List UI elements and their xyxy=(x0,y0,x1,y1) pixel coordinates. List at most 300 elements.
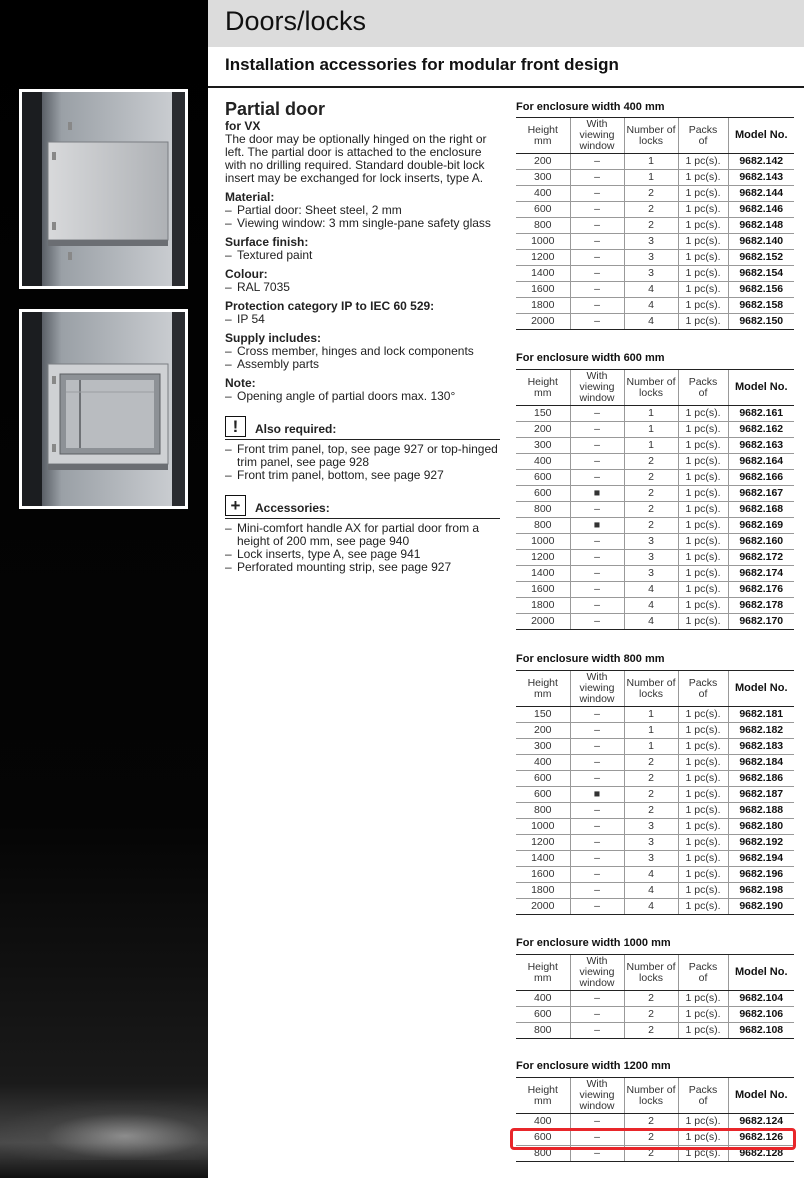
table-row xyxy=(516,282,794,298)
table-cell-height: 200 xyxy=(516,154,570,170)
product-photo-window xyxy=(19,309,188,509)
list-item: – Front trim panel, top, see page 927 or top-hinged trim panel, see page 928 xyxy=(225,443,500,469)
table-cell-window: – xyxy=(570,598,624,614)
supply-list xyxy=(225,345,500,371)
list-item: – Opening angle of partial doors max. 130° xyxy=(225,390,500,403)
table-cell-locks: 4 xyxy=(624,899,678,915)
table-cell-model: 9682.163 xyxy=(728,438,794,454)
table-row xyxy=(516,755,794,771)
table-cell-window: – xyxy=(570,234,624,250)
table-cell-window: – xyxy=(570,298,624,314)
table-cell-packs: 1 pc(s). xyxy=(678,723,728,739)
table-row xyxy=(516,566,794,582)
table-cell-locks: 1 xyxy=(624,739,678,755)
table-cell-packs: 1 pc(s). xyxy=(678,534,728,550)
table-cell-window: – xyxy=(570,422,624,438)
table-cell-window: – xyxy=(570,454,624,470)
surface-list xyxy=(225,249,500,262)
table-cell-window: – xyxy=(570,218,624,234)
table-cell-locks: 3 xyxy=(624,534,678,550)
table-cell-packs: 1 pc(s). xyxy=(678,739,728,755)
table-cell-window: – xyxy=(570,1023,624,1039)
table-cell-height: 800 xyxy=(516,1023,570,1039)
table-cell-locks: 1 xyxy=(624,154,678,170)
table-cell-packs: 1 pc(s). xyxy=(678,422,728,438)
table-row xyxy=(516,186,794,202)
list-item: – Mini-comfort handle AX for partial door from a height of 200 mm, see page 940 xyxy=(225,522,500,548)
table-cell-model: 9682.158 xyxy=(728,298,794,314)
table-cell-packs: 1 pc(s). xyxy=(678,234,728,250)
table-cell-window: – xyxy=(570,835,624,851)
table-row xyxy=(516,202,794,218)
table-cell-packs: 1 pc(s). xyxy=(678,867,728,883)
table-cell-locks: 4 xyxy=(624,282,678,298)
list-item: – Cross member, hinges and lock components xyxy=(225,345,500,358)
table-cell-locks: 2 xyxy=(624,470,678,486)
product-intro: The door may be optionally hinged on the right or left. The partial door is attached to the enclosure with no drilling required. Standard double-bit lock insert may be exchanged for lock inserts, type A. xyxy=(225,132,487,185)
table-row xyxy=(516,739,794,755)
table-title-600: For enclosure width 600 mm xyxy=(516,352,665,364)
table-cell-model: 9682.142 xyxy=(728,154,794,170)
table-cell-height: 1800 xyxy=(516,598,570,614)
colour-heading: Colour: xyxy=(225,267,268,281)
product-photo-closed xyxy=(19,89,188,289)
protection-list xyxy=(225,313,500,326)
table-cell-locks: 1 xyxy=(624,406,678,422)
table-cell-height: 200 xyxy=(516,422,570,438)
table-cell-height: 600 xyxy=(516,470,570,486)
table-cell-height: 600 xyxy=(516,771,570,787)
table-cell-packs: 1 pc(s). xyxy=(678,486,728,502)
table-cell-locks: 4 xyxy=(624,298,678,314)
table-cell-locks: 1 xyxy=(624,438,678,454)
table-cell-height: 1400 xyxy=(516,566,570,582)
table-cell-packs: 1 pc(s). xyxy=(678,755,728,771)
table-cell-locks: 4 xyxy=(624,867,678,883)
table-cell-model: 9682.167 xyxy=(728,486,794,502)
column-header-locks: Number of locks xyxy=(624,118,678,154)
table-cell-window: – xyxy=(570,470,624,486)
table-cell-packs: 1 pc(s). xyxy=(678,154,728,170)
table-cell-window: – xyxy=(570,170,624,186)
table-cell-packs: 1 pc(s). xyxy=(678,170,728,186)
table-row xyxy=(516,486,794,502)
product-for-label: for VX xyxy=(225,119,261,133)
table-cell-model: 9682.196 xyxy=(728,867,794,883)
table-cell-height: 1000 xyxy=(516,234,570,250)
table-cell-height: 1800 xyxy=(516,883,570,899)
table-cell-model: 9682.182 xyxy=(728,723,794,739)
supply-heading: Supply includes: xyxy=(225,331,322,345)
column-header-height: Height mm xyxy=(516,118,570,154)
table-cell-height: 800 xyxy=(516,1146,570,1162)
table-cell-window: – xyxy=(570,582,624,598)
column-header-locks: Number of locks xyxy=(624,955,678,991)
table-cell-model: 9682.174 xyxy=(728,566,794,582)
table-cell-window: – xyxy=(570,771,624,787)
table-cell-model: 9682.190 xyxy=(728,899,794,915)
table-row xyxy=(516,1007,794,1023)
table-cell-window: ■ xyxy=(570,486,624,502)
table-cell-height: 150 xyxy=(516,406,570,422)
table-cell-packs: 1 pc(s). xyxy=(678,899,728,915)
table-cell-packs: 1 pc(s). xyxy=(678,835,728,851)
list-item: – Textured paint xyxy=(225,249,500,262)
surface-heading: Surface finish: xyxy=(225,235,309,249)
table-cell-locks: 4 xyxy=(624,614,678,630)
table-row xyxy=(516,218,794,234)
table-cell-packs: 1 pc(s). xyxy=(678,438,728,454)
spec-table-600 xyxy=(516,369,794,630)
table-cell-window: – xyxy=(570,739,624,755)
table-row xyxy=(516,723,794,739)
list-item: – Front trim panel, bottom, see page 927 xyxy=(225,469,500,482)
table-row xyxy=(516,1023,794,1039)
material-list xyxy=(225,204,500,230)
table-cell-window: – xyxy=(570,502,624,518)
list-item: – Assembly parts xyxy=(225,358,500,371)
table-row xyxy=(516,550,794,566)
table-cell-packs: 1 pc(s). xyxy=(678,1007,728,1023)
table-cell-window: – xyxy=(570,202,624,218)
table-cell-height: 600 xyxy=(516,787,570,803)
table-cell-height: 400 xyxy=(516,991,570,1007)
table-cell-model: 9682.194 xyxy=(728,851,794,867)
table-cell-model: 9682.154 xyxy=(728,266,794,282)
table-cell-packs: 1 pc(s). xyxy=(678,787,728,803)
table-cell-locks: 2 xyxy=(624,991,678,1007)
table-row xyxy=(516,406,794,422)
table-cell-packs: 1 pc(s). xyxy=(678,266,728,282)
table-title-800: For enclosure width 800 mm xyxy=(516,653,665,665)
table-cell-model: 9682.172 xyxy=(728,550,794,566)
table-cell-model: 9682.140 xyxy=(728,234,794,250)
table-cell-window: – xyxy=(570,614,624,630)
table-cell-locks: 2 xyxy=(624,518,678,534)
table-cell-model: 9682.161 xyxy=(728,406,794,422)
table-cell-model: 9682.188 xyxy=(728,803,794,819)
table-cell-packs: 1 pc(s). xyxy=(678,454,728,470)
table-row xyxy=(516,803,794,819)
table-cell-locks: 2 xyxy=(624,202,678,218)
column-header-packs: Packs of xyxy=(678,370,728,406)
column-header-height: Height mm xyxy=(516,1078,570,1114)
table-cell-model: 9682.124 xyxy=(728,1114,794,1130)
table-cell-height: 800 xyxy=(516,518,570,534)
table-cell-packs: 1 pc(s). xyxy=(678,771,728,787)
table-row xyxy=(516,438,794,454)
table-cell-model: 9682.128 xyxy=(728,1146,794,1162)
table-row xyxy=(516,154,794,170)
table-cell-window: – xyxy=(570,1007,624,1023)
table-cell-height: 400 xyxy=(516,755,570,771)
table-cell-window: ■ xyxy=(570,787,624,803)
table-cell-packs: 1 pc(s). xyxy=(678,1114,728,1130)
table-cell-window: – xyxy=(570,803,624,819)
table-cell-window: – xyxy=(570,883,624,899)
table-cell-packs: 1 pc(s). xyxy=(678,186,728,202)
table-row xyxy=(516,787,794,803)
accessories-header xyxy=(225,494,500,519)
table-cell-locks: 2 xyxy=(624,771,678,787)
table-cell-model: 9682.168 xyxy=(728,502,794,518)
column-header-window: With viewing window xyxy=(570,1078,624,1114)
table-row xyxy=(516,707,794,723)
table-cell-locks: 2 xyxy=(624,186,678,202)
table-cell-packs: 1 pc(s). xyxy=(678,991,728,1007)
accessories-heading: Accessories: xyxy=(255,501,330,515)
note-list xyxy=(225,390,500,403)
table-row xyxy=(516,234,794,250)
table-cell-model: 9682.156 xyxy=(728,282,794,298)
table-cell-height: 800 xyxy=(516,803,570,819)
table-cell-height: 1600 xyxy=(516,282,570,298)
table-cell-locks: 3 xyxy=(624,550,678,566)
table-cell-locks: 2 xyxy=(624,218,678,234)
table-title-1000: For enclosure width 1000 mm xyxy=(516,937,671,949)
table-cell-height: 200 xyxy=(516,723,570,739)
table-cell-window: – xyxy=(570,566,624,582)
table-row xyxy=(516,422,794,438)
column-header-window: With viewing window xyxy=(570,671,624,707)
table-cell-model: 9682.162 xyxy=(728,422,794,438)
table-cell-locks: 1 xyxy=(624,707,678,723)
table-cell-height: 1000 xyxy=(516,819,570,835)
header-divider xyxy=(208,86,804,88)
table-cell-locks: 2 xyxy=(624,787,678,803)
table-cell-window: – xyxy=(570,755,624,771)
table-cell-height: 2000 xyxy=(516,314,570,330)
list-item: – Partial door: Sheet steel, 2 mm xyxy=(225,204,500,217)
table-cell-window: – xyxy=(570,851,624,867)
column-header-model: Model No. xyxy=(728,671,794,707)
table-cell-locks: 4 xyxy=(624,314,678,330)
table-row xyxy=(516,518,794,534)
table-cell-locks: 2 xyxy=(624,486,678,502)
table-cell-window: – xyxy=(570,867,624,883)
table-cell-packs: 1 pc(s). xyxy=(678,598,728,614)
list-item: – Perforated mounting strip, see page 927 xyxy=(225,561,500,574)
table-cell-packs: 1 pc(s). xyxy=(678,518,728,534)
table-cell-packs: 1 pc(s). xyxy=(678,470,728,486)
table-cell-model: 9682.143 xyxy=(728,170,794,186)
page-title: Doors/locks xyxy=(225,6,367,36)
table-cell-model: 9682.146 xyxy=(728,202,794,218)
table-cell-height: 2000 xyxy=(516,899,570,915)
table-cell-packs: 1 pc(s). xyxy=(678,282,728,298)
table-cell-model: 9682.152 xyxy=(728,250,794,266)
list-item: – Lock inserts, type A, see page 941 xyxy=(225,548,500,561)
table-cell-locks: 3 xyxy=(624,266,678,282)
table-cell-window: – xyxy=(570,1130,624,1146)
column-header-packs: Packs of xyxy=(678,1078,728,1114)
table-cell-locks: 4 xyxy=(624,598,678,614)
spec-table-1000 xyxy=(516,954,794,1039)
table-cell-height: 800 xyxy=(516,218,570,234)
table-cell-window: – xyxy=(570,314,624,330)
partial-door-illustration xyxy=(22,92,185,286)
table-cell-locks: 2 xyxy=(624,755,678,771)
table-row xyxy=(516,298,794,314)
table-row xyxy=(516,899,794,915)
table-cell-model: 9682.187 xyxy=(728,787,794,803)
product-title: Partial door xyxy=(225,99,326,119)
table-cell-model: 9682.164 xyxy=(728,454,794,470)
table-cell-height: 400 xyxy=(516,186,570,202)
table-row xyxy=(516,614,794,630)
table-cell-window: – xyxy=(570,819,624,835)
table-row xyxy=(516,314,794,330)
column-header-packs: Packs of xyxy=(678,671,728,707)
table-title-400: For enclosure width 400 mm xyxy=(516,101,665,113)
table-row xyxy=(516,851,794,867)
table-cell-model: 9682.192 xyxy=(728,835,794,851)
table-cell-locks: 2 xyxy=(624,502,678,518)
table-cell-model: 9682.169 xyxy=(728,518,794,534)
table-cell-height: 1800 xyxy=(516,298,570,314)
table-cell-height: 150 xyxy=(516,707,570,723)
table-cell-packs: 1 pc(s). xyxy=(678,582,728,598)
table-cell-locks: 4 xyxy=(624,582,678,598)
column-header-packs: Packs of xyxy=(678,955,728,991)
column-header-model: Model No. xyxy=(728,1078,794,1114)
table-cell-model: 9682.160 xyxy=(728,534,794,550)
table-cell-window: – xyxy=(570,282,624,298)
table-cell-packs: 1 pc(s). xyxy=(678,202,728,218)
table-cell-packs: 1 pc(s). xyxy=(678,614,728,630)
table-cell-window: – xyxy=(570,438,624,454)
table-row xyxy=(516,170,794,186)
table-row xyxy=(516,819,794,835)
column-header-height: Height mm xyxy=(516,955,570,991)
accessories-list xyxy=(225,522,500,574)
spec-table-800 xyxy=(516,670,794,915)
table-cell-height: 1400 xyxy=(516,851,570,867)
spec-table-400 xyxy=(516,117,794,330)
table-cell-packs: 1 pc(s). xyxy=(678,550,728,566)
table-cell-window: – xyxy=(570,550,624,566)
table-row xyxy=(516,598,794,614)
table-row xyxy=(516,991,794,1007)
column-header-window: With viewing window xyxy=(570,955,624,991)
table-row xyxy=(516,835,794,851)
table-cell-packs: 1 pc(s). xyxy=(678,851,728,867)
table-cell-locks: 2 xyxy=(624,803,678,819)
column-header-window: With viewing window xyxy=(570,118,624,154)
table-cell-window: – xyxy=(570,250,624,266)
table-cell-model: 9682.104 xyxy=(728,991,794,1007)
table-cell-locks: 3 xyxy=(624,234,678,250)
column-header-height: Height mm xyxy=(516,671,570,707)
table-row xyxy=(516,867,794,883)
table-cell-height: 600 xyxy=(516,202,570,218)
table-cell-model: 9682.176 xyxy=(728,582,794,598)
table-cell-locks: 2 xyxy=(624,1114,678,1130)
table-cell-height: 600 xyxy=(516,1130,570,1146)
table-cell-height: 1200 xyxy=(516,835,570,851)
table-cell-model: 9682.106 xyxy=(728,1007,794,1023)
table-cell-height: 1000 xyxy=(516,534,570,550)
table-row xyxy=(516,470,794,486)
table-cell-packs: 1 pc(s). xyxy=(678,298,728,314)
table-cell-window: – xyxy=(570,186,624,202)
table-cell-model: 9682.150 xyxy=(728,314,794,330)
table-cell-packs: 1 pc(s). xyxy=(678,1023,728,1039)
table-cell-height: 1400 xyxy=(516,266,570,282)
left-image-band xyxy=(0,0,208,1178)
table-cell-window: – xyxy=(570,266,624,282)
table-cell-locks: 2 xyxy=(624,1007,678,1023)
table-row xyxy=(516,502,794,518)
table-cell-window: – xyxy=(570,899,624,915)
also-required-list xyxy=(225,443,500,482)
material-heading: Material: xyxy=(225,190,275,204)
table-cell-window: – xyxy=(570,707,624,723)
table-cell-window: – xyxy=(570,1114,624,1130)
table-row xyxy=(516,454,794,470)
table-row xyxy=(516,771,794,787)
table-row xyxy=(516,883,794,899)
light-glow xyxy=(0,1100,208,1160)
table-cell-packs: 1 pc(s). xyxy=(678,1130,728,1146)
partial-door-window-illustration xyxy=(22,312,185,506)
table-cell-window: – xyxy=(570,991,624,1007)
table-cell-locks: 1 xyxy=(624,170,678,186)
table-cell-packs: 1 pc(s). xyxy=(678,566,728,582)
table-cell-window: – xyxy=(570,534,624,550)
table-cell-window: – xyxy=(570,723,624,739)
table-cell-height: 300 xyxy=(516,170,570,186)
table-cell-height: 400 xyxy=(516,454,570,470)
column-header-locks: Number of locks xyxy=(624,1078,678,1114)
table-cell-locks: 3 xyxy=(624,250,678,266)
table-cell-model: 9682.183 xyxy=(728,739,794,755)
table-cell-height: 600 xyxy=(516,1007,570,1023)
table-cell-packs: 1 pc(s). xyxy=(678,250,728,266)
table-cell-model: 9682.144 xyxy=(728,186,794,202)
colour-list xyxy=(225,281,500,294)
table-cell-height: 300 xyxy=(516,739,570,755)
page-subtitle: Installation accessories for modular front design xyxy=(225,55,619,74)
highlight-box xyxy=(510,1128,796,1150)
column-header-packs: Packs of xyxy=(678,118,728,154)
also-required-heading: Also required: xyxy=(255,422,337,436)
table-cell-height: 2000 xyxy=(516,614,570,630)
table-cell-height: 1200 xyxy=(516,250,570,266)
list-item: – Viewing window: 3 mm single-pane safety glass xyxy=(225,217,500,230)
table-cell-packs: 1 pc(s). xyxy=(678,218,728,234)
table-cell-window: – xyxy=(570,1146,624,1162)
product-description xyxy=(225,99,500,574)
table-cell-packs: 1 pc(s). xyxy=(678,1146,728,1162)
table-cell-packs: 1 pc(s). xyxy=(678,819,728,835)
table-cell-window: – xyxy=(570,406,624,422)
column-header-model: Model No. xyxy=(728,118,794,154)
table-cell-model: 9682.166 xyxy=(728,470,794,486)
column-header-locks: Number of locks xyxy=(624,370,678,406)
table-cell-height: 800 xyxy=(516,502,570,518)
table-cell-model: 9682.170 xyxy=(728,614,794,630)
table-cell-locks: 2 xyxy=(624,1023,678,1039)
table-cell-model: 9682.126 xyxy=(728,1130,794,1146)
table-cell-locks: 1 xyxy=(624,723,678,739)
also-required-header xyxy=(225,415,500,440)
table-row xyxy=(516,250,794,266)
table-cell-model: 9682.180 xyxy=(728,819,794,835)
table-cell-locks: 2 xyxy=(624,1130,678,1146)
table-cell-locks: 3 xyxy=(624,835,678,851)
table-cell-locks: 3 xyxy=(624,566,678,582)
